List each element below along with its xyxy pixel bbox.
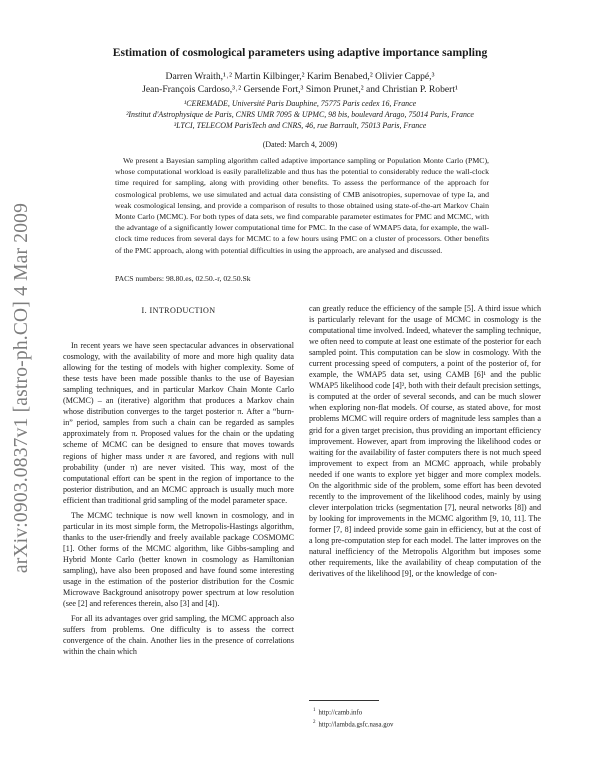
body-paragraph: The MCMC technique is now well known in cosmology, and in particular in its most simple form, the Metropolis-Hastings algorithm, thanks to the user-friendly and freely available package COSMOMC [1]. Other forms of the MCMC algorithm, like Gibbs-sampling and Hybrid Monte Carlo (better known in cosmology as Hamiltonian sampling), have also been proposed and have found some interesting usage in the estimation of the posterior distribution for the Cosmic Microwave Background anisotropy power spectrum at low resolution (see [2] and references therein, also [3] and [4]). <box>63 510 294 609</box>
footnote <box>313 718 393 730</box>
body-paragraph: can greatly reduce the efficiency of the sample [5]. A third issue which is particularly relevant for the usage of MCMC in cosmology is the computational time involved. Indeed, whatever the sampling technique, we often need to compute at least one estimate of the posterior for each sampled point. This computation can be slow in cosmology. With the current processing speed of computers, a point of the posterior of, for example, the WMAP5 data set, using CAMB [6]¹ and the public WMAP5 likelihood code [4]², both with their default precision settings, is computed at the order of several seconds, and can be much slower when exploring non-flat models. Of course, as stated above, for most problems MCMC will require orders of magnitude less samples than a grid for a given target precision, thus providing an important efficiency improvement. However, apart from improving the likelihood codes or waiting for the availability of faster computers there is not much speed improvement to expect from an MCMC approach, while probably needed if one wants to explore yet bigger and more complex models. On the algorithmic side of the problem, some effort has been devoted recently to the improvement of the likelihood codes, mainly by using clever interpolation tricks (segmentation [7], neural networks [8]) and by looking for improvements in the MCMC algorithm [9, 10, 11]. The former [7, 8] indeed provide some gain in efficiency, but at the cost of a long pre-computation step for each model. The latter improves on the natural inefficiency of the Metropolis Algorithm but imposes some other requirements, like the availability of cheap computation of the derivatives of the likelihood [9], or the knowledge of con- <box>309 304 541 579</box>
arxiv-identifier-stamp <box>0 0 44 776</box>
footnote-mark: 1 <box>313 708 316 713</box>
right-column <box>309 303 541 579</box>
author-list <box>60 70 540 96</box>
abstract: We present a Bayesian sampling algorithm called adaptive importance sampling or Population Monte Carlo (PMC), whose computational workload is easily parallelizable and thus has the potential to considerably reduce the wall-clock time required for sampling, along with providing other benefits. To assess the performance of the approach for cosmological problems, we use simulated and actual data consisting of CMB anisotropies, supernovae of type Ia, and weak cosmological lensing, and provide a comparison of results to those obtained using state-of-the-art Markov Chain Monte Carlo (MCMC). For both types of data sets, we find comparable parameter estimates for PMC and MCMC, with the advantage of a significantly lower computational time for PMC. In the case of WMAP5 data, for example, the wall-clock time reduces from several days for MCMC to a few hours using PMC on a cluster of processors. Other benefits of the PMC approach, along with potential difficulties in using the approach, are analysed and discussed. <box>115 156 489 255</box>
left-column <box>63 305 294 657</box>
author-line: Darren Wraith,¹˒² Martin Kilbinger,² Karim Benabed,² Olivier Cappé,³ <box>165 71 435 82</box>
footnote-divider <box>309 700 379 701</box>
affiliation-line: ¹CEREMADE, Université Paris Dauphine, 75775 Paris cedex 16, France <box>183 99 417 108</box>
affiliation-line: ²Institut d'Astrophysique de Paris, CNRS UMR 7095 & UPMC, 98 bis, boulevard Arago, 75014 Paris, France <box>126 110 474 119</box>
footnote-link[interactable]: http://camb.info <box>318 709 363 717</box>
body-paragraph: For all its advantages over grid sampling, the MCMC approach also suffers from problems. One difficulty is to assess the correct convergence of the chain. Another lies in the presence of correlations within the chain which <box>63 614 294 657</box>
footnote-link[interactable]: http://lambda.gsfc.nasa.gov <box>318 721 394 729</box>
body-paragraph: In recent years we have seen spectacular advances in observational cosmology, with the availability of more and more high quality data allowing for the testing of models with higher complexity. Some of these tests have been made possible thanks to the use of Bayesian sampling techniques, and in particular Markov Chain Monte Carlo (MCMC) – an (iterative) algorithm that produces a Markov chain whose distribution converges to the target posterior π. After a “burn-in” period, samples from such a chain can be regarded as samples approximately from π. Proposed values for the chain or the updating scheme of MCMC can be designed to ensure that moves towards regions of higher mass under π are favored, and regions with null probability (under π) are never visited. This way, most of the computational effort can be spent in the region of importance to the posterior distribution, and an MCMC approach is usually much more efficient than traditional grid sampling of the model parameter space. <box>63 341 294 505</box>
affiliation-list <box>60 98 540 131</box>
arxiv-identifier-text: arXiv:0903.0837v1 [astro-ph.CO] 4 Mar 2009 <box>11 202 32 574</box>
date-line: (Dated: March 4, 2009) <box>262 140 338 149</box>
paper-title: Estimation of cosmological parameters using adaptive importance sampling <box>112 46 488 59</box>
footnotes <box>313 706 393 731</box>
author-line: Jean-François Cardoso,³˒² Gersende Fort,³ Simon Prunet,² and Christian P. Robert¹ <box>142 84 458 95</box>
section-heading: I. INTRODUCTION <box>141 306 216 315</box>
footnote <box>313 706 393 718</box>
pacs-numbers: PACS numbers: 98.80.es, 02.50.-r, 02.50.Sk <box>115 274 251 283</box>
footnote-mark: 2 <box>313 720 316 726</box>
affiliation-line: ³LTCI, TELECOM ParisTech and CNRS, 46, rue Barrault, 75013 Paris, France <box>173 121 427 130</box>
